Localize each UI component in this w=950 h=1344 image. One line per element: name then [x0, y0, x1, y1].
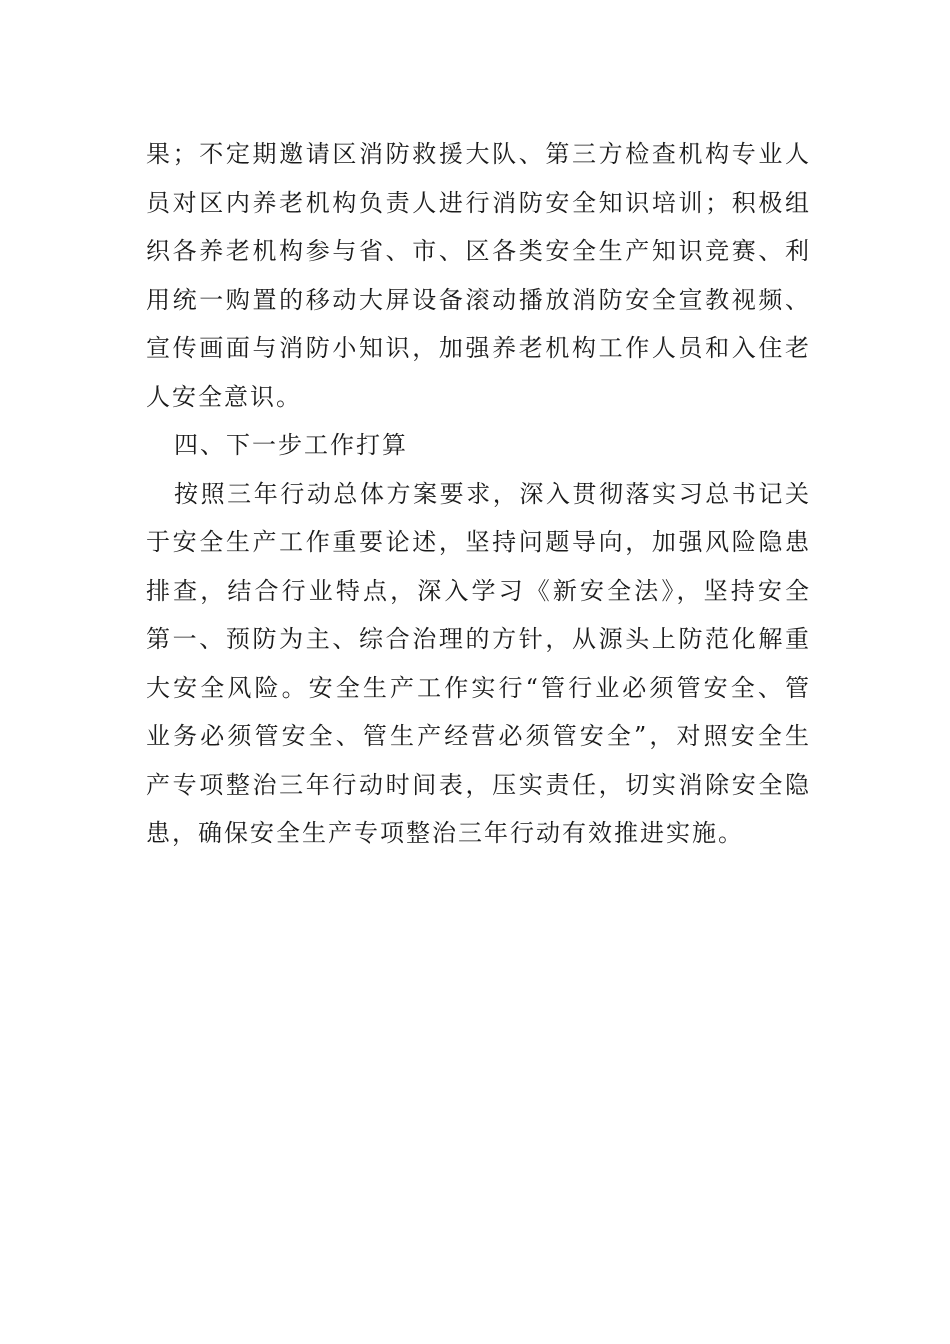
- paragraph-line: 员对区内养老机构负责人进行消防安全知识培训；积极组: [146, 188, 811, 217]
- document-body: [146, 130, 811, 858]
- paragraph-line: 第一、预防为主、综合治理的方针，从源头上防范化解重: [146, 625, 811, 653]
- paragraph-line: 用统一购置的移动大屏设备滚动播放消防安全宣教视频、: [146, 285, 811, 314]
- paragraph-line: 宣传画面与消防小知识，加强养老机构工作人员和入住老: [146, 334, 811, 362]
- paragraph-line: 人安全意识。: [146, 382, 302, 411]
- paragraph-line: 大安全风险。安全生产工作实行“管行业必须管安全、管: [146, 673, 811, 702]
- paragraph-line: 业务必须管安全、管生产经营必须管安全”，对照安全生: [146, 722, 811, 750]
- paragraph-line: 排查，结合行业特点，深入学习《新安全法》，坚持安全: [146, 576, 811, 605]
- paragraph-line: 织各养老机构参与省、市、区各类安全生产知识竞赛、利: [146, 237, 811, 265]
- paragraph-line: 按照三年行动总体方案要求，深入贯彻落实习总书记关: [174, 479, 811, 508]
- paragraph-line: 产专项整治三年行动时间表，压实责任，切实消除安全隐: [146, 770, 811, 799]
- paragraph-line: 果；不定期邀请区消防救援大队、第三方检查机构专业人: [146, 140, 811, 168]
- paragraph-line: 患，确保安全生产专项整治三年行动有效推进实施。: [146, 819, 744, 847]
- section-heading: 四、下一步工作打算: [174, 431, 408, 459]
- paragraph-line: 于安全生产工作重要论述，坚持问题导向，加强风险隐患: [146, 528, 811, 556]
